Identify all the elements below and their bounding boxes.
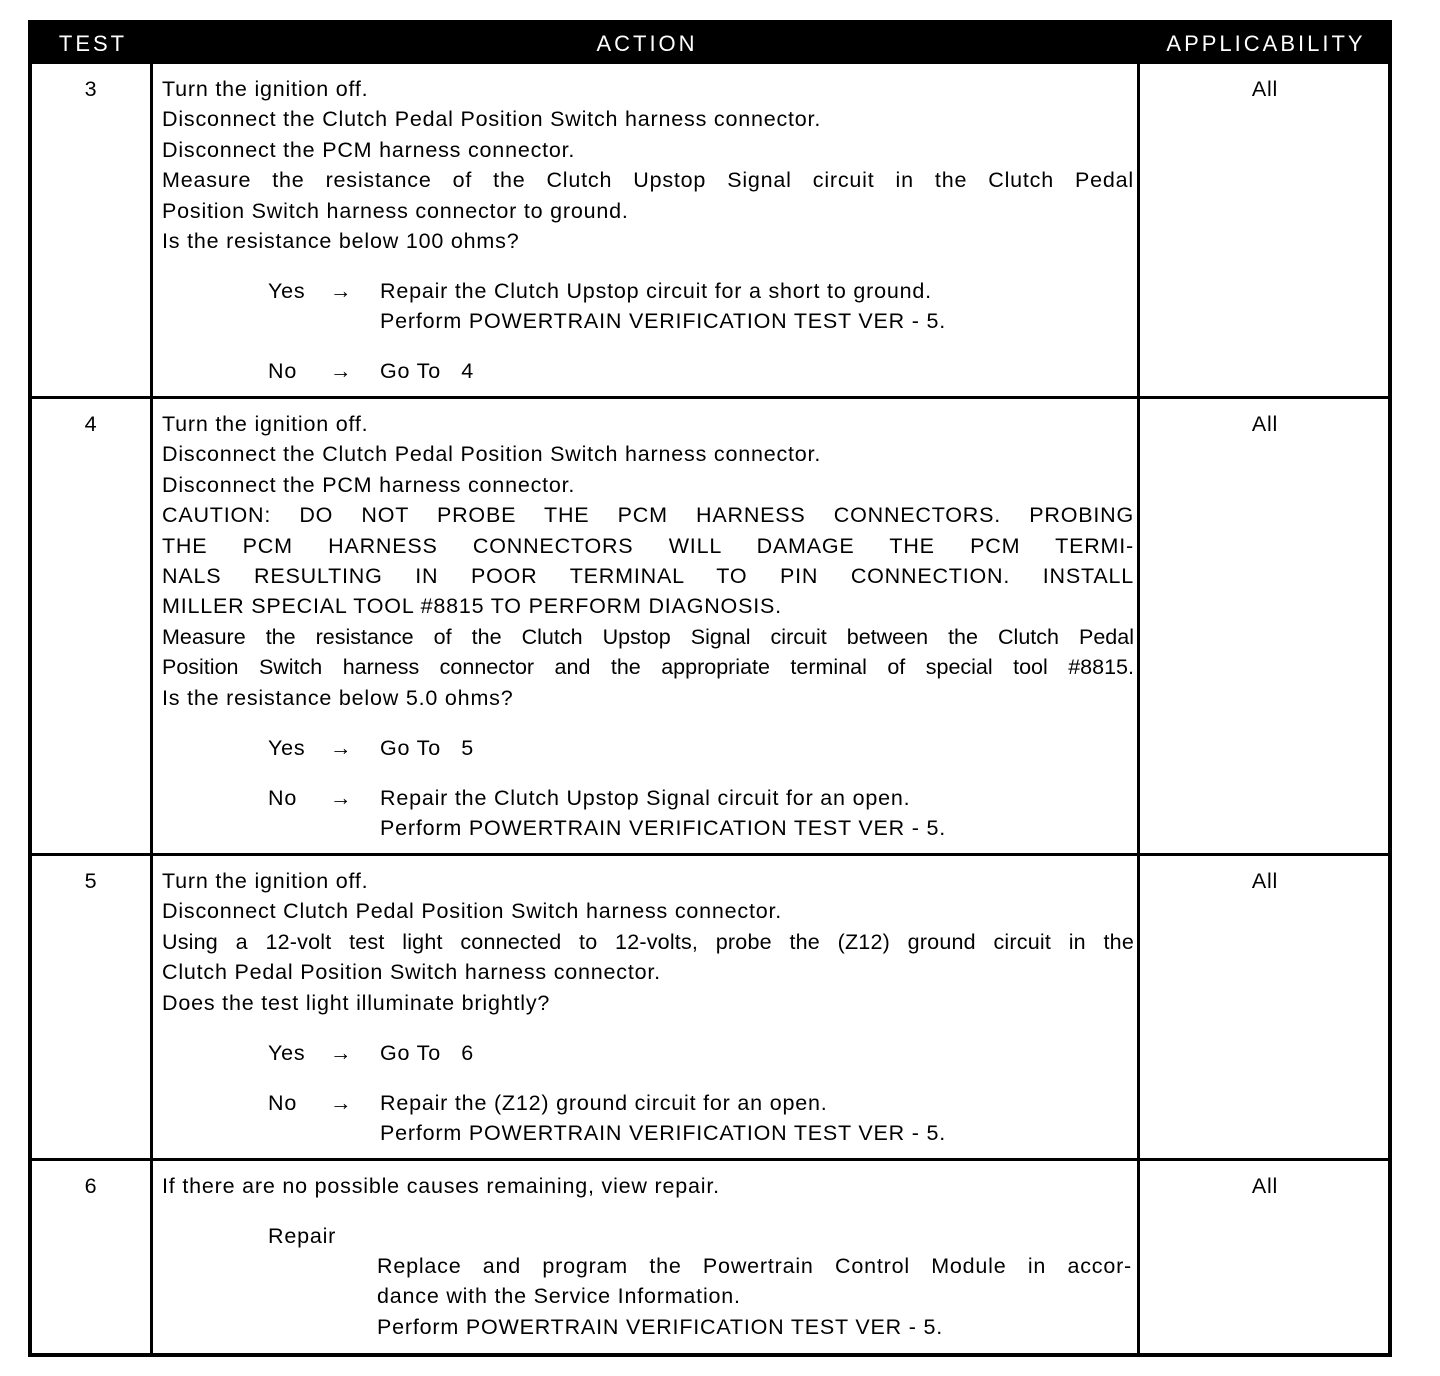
action-line: Using a 12-volt test light connected to 12-volts, probe the (Z12) ground circuit in the (162, 929, 1134, 954)
caution-line: CAUTION: DO NOT PROBE THE PCM HARNESS CONNECTORS. PROBING (162, 503, 1134, 528)
answer-key: No (268, 786, 298, 810)
action-line: Disconnect Clutch Pedal Position Switch harness connector. (162, 899, 783, 924)
answer-text: Go To 6 (380, 1041, 475, 1065)
answer-key: Yes (268, 1041, 306, 1065)
arrow-icon: → (330, 736, 353, 760)
caution-line: MILLER SPECIAL TOOL #8815 TO PERFORM DIAGNOSIS. (162, 594, 782, 619)
test-number: 4 (84, 412, 98, 436)
applicability-value: All (1251, 412, 1279, 436)
answer-text: Go To 4 (380, 359, 475, 383)
action-line: Position Switch harness connector and the appropriate terminal of special tool #8815. (162, 655, 1134, 680)
action-line: Turn the ignition off. (162, 869, 369, 893)
action-line: Is the resistance below 5.0 ohms? (162, 685, 514, 710)
arrow-icon: → (330, 279, 353, 303)
answer-key: No (268, 359, 298, 383)
repair-label: Repair (268, 1224, 337, 1248)
action-line: Turn the ignition off. (162, 412, 369, 436)
action-line: Turn the ignition off. (162, 77, 369, 101)
answer-key: Yes (268, 279, 306, 303)
action-line: Disconnect the Clutch Pedal Position Switch harness connector. (162, 442, 822, 467)
action-line: Clutch Pedal Position Switch harness connector. (162, 960, 661, 985)
action-text (162, 1171, 1134, 1201)
test-number: 6 (84, 1174, 98, 1198)
applicability-value: All (1251, 77, 1279, 101)
diagnostic-table (28, 20, 1392, 1357)
action-line: Is the resistance below 100 ohms? (162, 229, 520, 254)
header-action: ACTION (596, 31, 698, 56)
action-text (162, 74, 1134, 256)
action-line: Measure the resistance of the Clutch Upstop Signal circuit in the Clutch Pedal (162, 168, 1134, 193)
action-line: If there are no possible causes remaining, view repair. (162, 1174, 720, 1198)
arrow-icon: → (330, 1041, 353, 1065)
answer-key: Yes (268, 736, 306, 760)
action-text (162, 866, 1134, 1018)
action-line: Does the test light illuminate brightly? (162, 990, 551, 1015)
answer-text: Repair the Clutch Upstop circuit for a short to ground. Perform POWERTRAIN VERIFICATION TEST VER - 5. (380, 279, 947, 334)
row-divider (32, 853, 1388, 856)
row-divider (32, 396, 1388, 399)
header-test: TEST (58, 31, 128, 56)
test-number: 3 (84, 77, 98, 101)
action-line: Disconnect the PCM harness connector. (162, 137, 576, 162)
applicability-value: All (1251, 1174, 1279, 1198)
table-header (32, 24, 1388, 64)
action-line: Disconnect the PCM harness connector. (162, 472, 576, 497)
applicability-value: All (1251, 869, 1279, 893)
caution-line: THE PCM HARNESS CONNECTORS WILL DAMAGE THE PCM TERMI- (162, 533, 1134, 558)
answer-key: No (268, 1091, 298, 1115)
arrow-icon: → (330, 1091, 353, 1115)
action-line: Measure the resistance of the Clutch Upstop Signal circuit between the Clutch Pedal (162, 624, 1134, 649)
arrow-icon: → (330, 786, 353, 810)
action-text (162, 409, 1134, 713)
header-applicability: APPLICABILITY (1166, 31, 1366, 56)
arrow-icon: → (330, 359, 353, 383)
test-number: 5 (84, 869, 98, 893)
row-divider (32, 1158, 1388, 1161)
answer-text: Repair the (Z12) ground circuit for an open. Perform POWERTRAIN VERIFICATION TEST VER - 5. (380, 1091, 947, 1146)
action-line: Position Switch harness connector to ground. (162, 198, 629, 223)
caution-line: NALS RESULTING IN POOR TERMINAL TO PIN CONNECTION. INSTALL (162, 564, 1134, 589)
answer-text: Go To 5 (380, 736, 475, 760)
answer-text: Repair the Clutch Upstop Signal circuit for an open. Perform POWERTRAIN VERIFICATION TEST VER - 5. (380, 786, 947, 841)
action-line: Disconnect the Clutch Pedal Position Switch harness connector. (162, 107, 822, 132)
repair-text: Replace and program the Powertrain Control Module in accor- dance with the Service Information. Perform POWERTRAIN VERIFICATION TEST VER - 5. (377, 1254, 1132, 1339)
